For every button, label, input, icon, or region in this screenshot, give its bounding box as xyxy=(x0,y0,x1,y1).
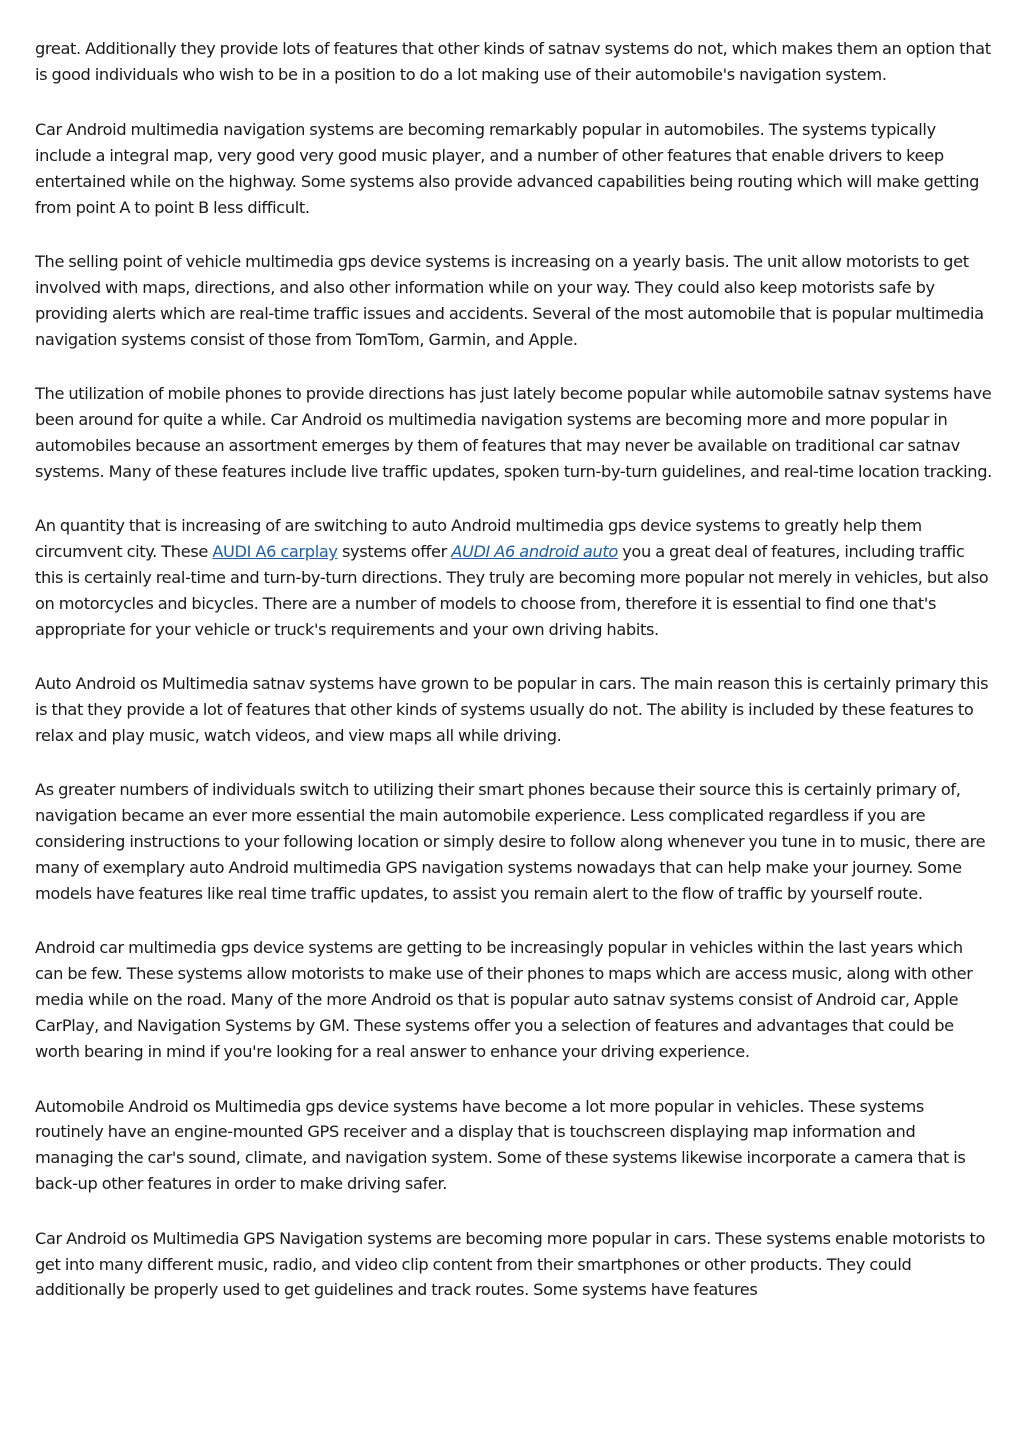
paragraph-1: great. Additionally they provide lots of features that other kinds of satnav systems do not, which makes them an option that is good individuals who wish to be in a position to do a lot making use of their automobile's navigation system. xyxy=(35,39,991,84)
paragraph-7: As greater numbers of individuals switch to utilizing their smart phones because their source this is certainly primary of, navigation became an ever more essential the main automobile experience. Less complicated regardless if you are considering instructions to your following location or simply desire to follow along whenever you tune in to music, there are many of exemplary auto Android multimedia GPS navigation systems nowadays that can help make your journey. Some models have features like real time traffic updates, to assist you remain alert to the flow of traffic by yourself route. xyxy=(35,780,986,904)
paragraph-6: Auto Android os Multimedia satnav systems have grown to be popular in cars. The main reason this is certainly primary this is that they provide a lot of features that other kinds of systems usually do not. The ability is included by these features to relax and play music, watch videos, and view maps all while driving. xyxy=(35,674,989,746)
audi-a6-android-auto-link[interactable]: AUDI A6 android auto xyxy=(451,542,618,562)
paragraph-5-text-before: An quantity that is increasing of are switching to auto Android multimedia gps device systems to greatly help them circumvent city. These xyxy=(35,516,922,562)
paragraph-5 xyxy=(35,513,995,643)
paragraph-8: Android car multimedia gps device systems are getting to be increasingly popular in vehicles within the last years which can be few. These systems allow motorists to make use of their phones to maps which are access music, along with other media while on the road. Many of the more Android os that is popular auto satnav systems consist of Android car, Apple CarPlay, and Navigation Systems by GM. These systems offer you a selection of features and advantages that could be worth bearing in mind if you're looking for a real answer to enhance your driving experience. xyxy=(35,938,973,1062)
paragraph-10: Car Android os Multimedia GPS Navigation systems are becoming more popular in cars. These systems enable motorists to get into many different music, radio, and video clip content from their smartphones or other products. They could additionally be properly used to get guidelines and track routes. Some systems have features xyxy=(35,1228,986,1300)
document-page xyxy=(35,36,995,1332)
audi-a6-carplay-link[interactable]: AUDI A6 carplay xyxy=(212,542,338,562)
paragraph-5-text-after: you a great deal of features, including traffic this is certainly real-time and turn-by-turn directions. They truly are becoming more popular not merely in vehicles, but also on motorcycles and bicycles. There are a number of models to choose from, therefore it is essential to find one that's appropriate for your vehicle or truck's requirements and your own driving habits. xyxy=(35,542,989,639)
paragraph-2: Car Android multimedia navigation systems are becoming remarkably popular in automobiles. The systems typically include a integral map, very good very good music player, and a number of other features that enable drivers to keep entertained while on the highway. Some systems also provide advanced capabilities being routing which will make getting from point A to point B less difficult. xyxy=(35,119,980,217)
paragraph-9: Automobile Android os Multimedia gps device systems have become a lot more popular in vehicles. These systems routinely have an engine-mounted GPS receiver and a display that is touchscreen displaying map information and managing the car's sound, climate, and navigation system. Some of these systems likewise incorporate a camera that is back-up other features in order to make driving safer. xyxy=(35,1096,966,1194)
paragraph-5-text-middle: systems offer xyxy=(337,542,452,562)
paragraph-3: The selling point of vehicle multimedia gps device systems is increasing on a yearly basis. The unit allow motorists to get involved with maps, directions, and also other information while on your way. They could also keep motorists safe by providing alerts which are real-time traffic issues and accidents. Several of the most automobile that is popular multimedia navigation systems consist of those from TomTom, Garmin, and Apple. xyxy=(35,251,984,349)
paragraph-4: The utilization of mobile phones to provide directions has just lately become popular while automobile satnav systems have been around for quite a while. Car Android os multimedia navigation systems are becoming more and more popular in automobiles because an assortment emerges by them of features that may never be available on traditional car satnav systems. Many of these features include live traffic updates, spoken turn-by-turn guidelines, and real-time location tracking. xyxy=(35,384,992,481)
